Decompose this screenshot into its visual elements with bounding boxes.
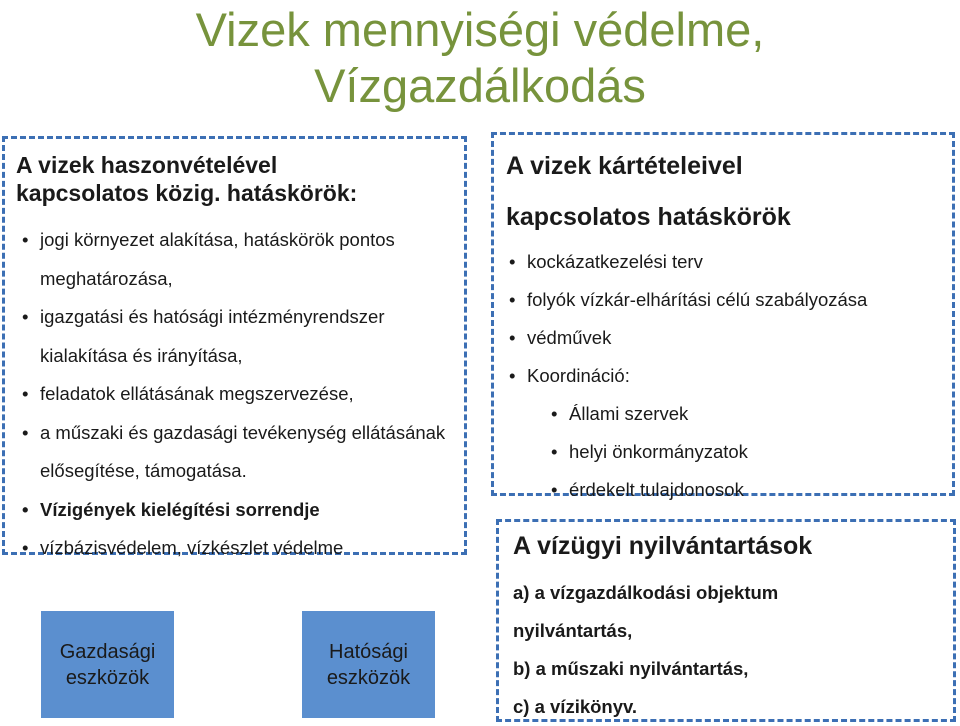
haszonvetel-heading-line-2: kapcsolatos közig. hatáskörök: [16, 180, 358, 206]
list-item: • védművek [527, 319, 952, 357]
koordinacio-label: Koordináció: [527, 365, 630, 386]
haszonvetel-heading-line-1: A vizek haszonvételével [16, 152, 278, 178]
hatosagi-eszkozok-box [302, 611, 435, 718]
nyilvantartas-item: b) a műszaki nyilvántartás, [513, 658, 749, 679]
list-item: • kockázatkezelési terv [527, 243, 952, 281]
nyilvantartas-item: a) a vízgazdálkodási objektum [513, 582, 779, 603]
list-item: • Vízigények kielégítési sorrendje [40, 491, 465, 530]
sub-list-item: • érdekelt tulajdonosok [569, 471, 952, 509]
title-line-2: Vízgazdálkodás [314, 59, 646, 112]
list-item: • feladatok ellátásának megszervezése, [40, 375, 465, 414]
hatosagi-line-1: Hatósági [329, 640, 408, 663]
list-item: • a műszaki és gazdasági tevékenység ellátásának elősegítése, támogatása. [40, 414, 465, 491]
sub-list-item: • helyi önkormányzatok [569, 433, 952, 471]
karteteli-heading [506, 141, 946, 243]
karteteli-heading-line-1: A vizek kártételeivel [506, 152, 743, 180]
list-item: • folyók vízkár-elhárítási célú szabályozása [527, 281, 952, 319]
karteteli-list [527, 243, 952, 509]
list-item: • jogi környezet alakítása, hatáskörök pontos meghatározása, [40, 221, 465, 298]
gazdasagi-line-1: Gazdasági [59, 640, 156, 663]
list-item [527, 357, 952, 509]
karteteli-heading-line-2: kapcsolatos hatáskörök [506, 203, 791, 231]
slide-title [100, 2, 860, 114]
karteteli-panel [491, 132, 955, 500]
hatosagi-line-2: eszközök [326, 666, 411, 689]
nyilvantartas-items [513, 574, 943, 726]
gazdasagi-eszkozok-box [41, 611, 174, 718]
list-item: • igazgatási és hatósági intézményrendszer kialakítása és irányítása, [40, 298, 465, 375]
haszonvetel-list [40, 221, 465, 568]
nyilvantartas-heading: A vízügyi nyilvántartások [513, 532, 813, 560]
haszonvetel-panel [2, 136, 467, 558]
nyilvantartas-item: c) a vízikönyv. [513, 696, 638, 717]
title-line-1: Vizek mennyiségi védelme, [195, 3, 765, 56]
koordinacio-sublist [569, 395, 952, 509]
gazdasagi-line-2: eszközök [65, 666, 150, 689]
list-item: • vízbázisvédelem, vízkészlet védelme [40, 529, 465, 568]
sub-list-item: • Állami szervek [569, 395, 952, 433]
nyilvantartas-panel [496, 519, 956, 722]
nyilvantartas-item: nyilvántartás, [513, 620, 633, 641]
haszonvetel-heading [16, 151, 456, 207]
